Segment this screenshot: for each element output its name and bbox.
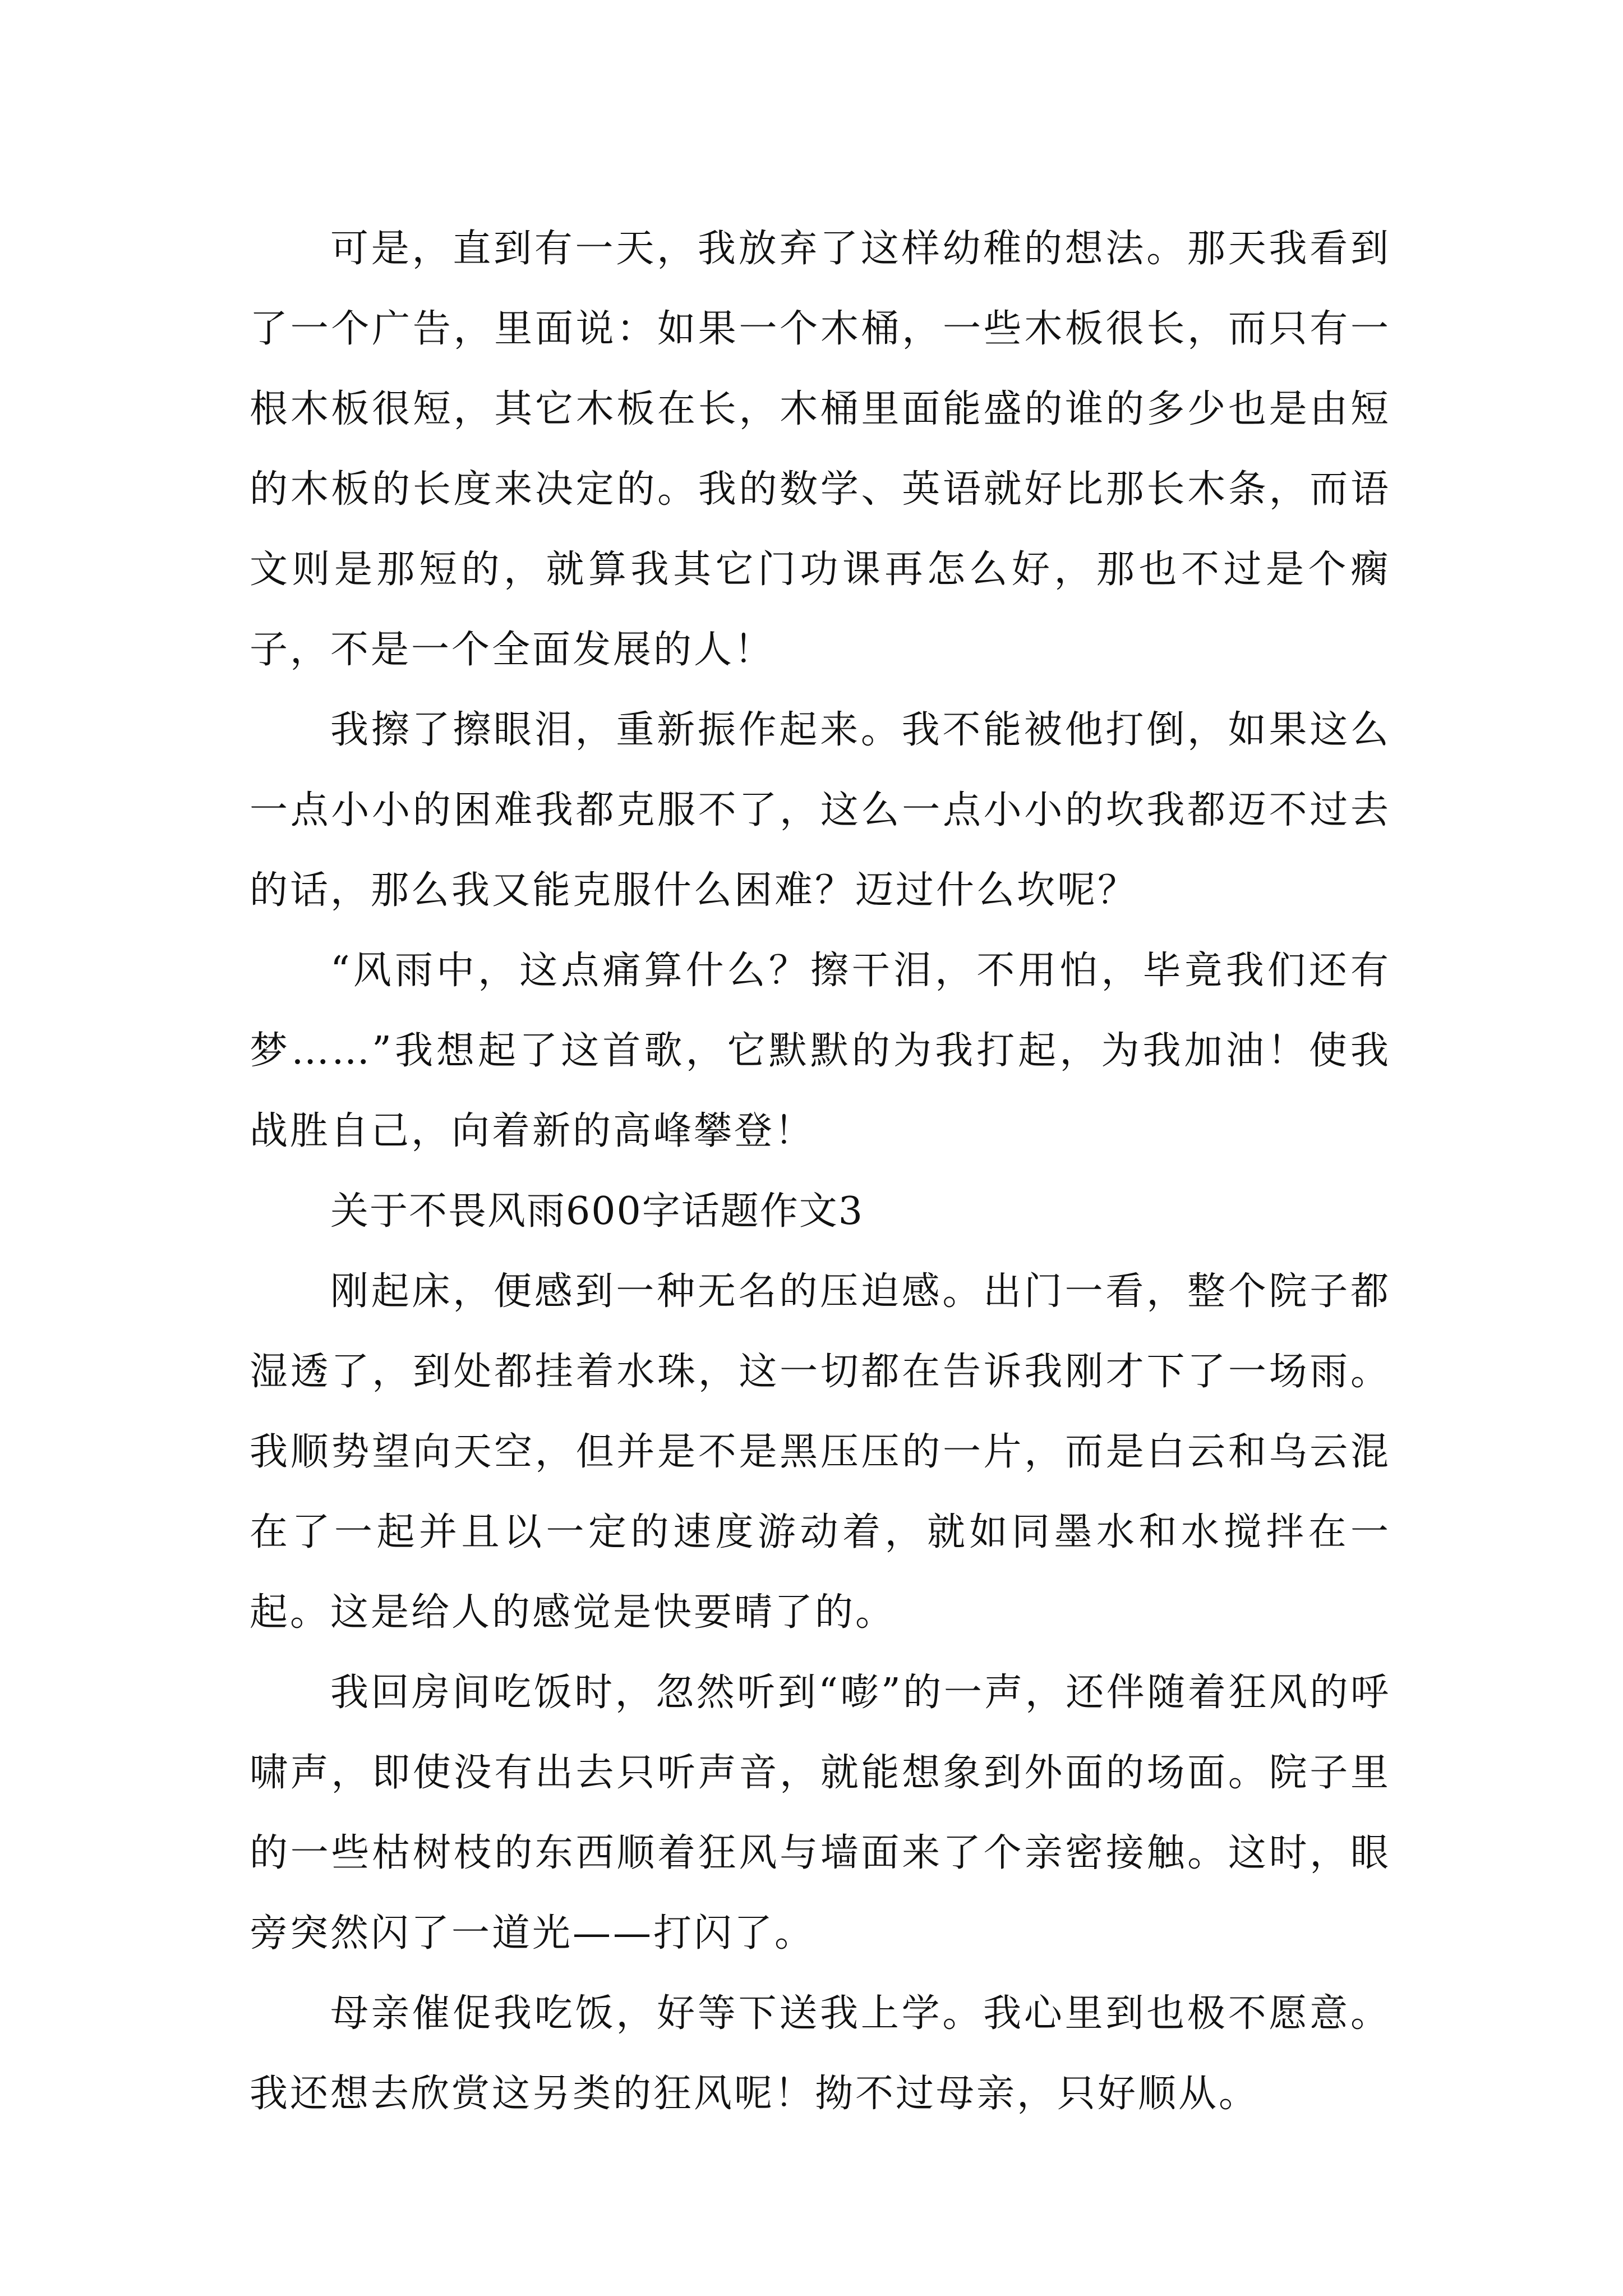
paragraph: 刚起床，便感到一种无名的压迫感。出门一看，整个院子都湿透了，到处都挂着水珠，这一切都在告诉我刚才下了一场雨。我顺势望向天空，但并是不是黑压压的一片，而是白云和乌云混在了一起并且以一定的速度游动着，就如同墨水和水搅拌在一起。这是给人的感觉是快要晴了的。 [250, 1269, 1391, 1635]
document-body [250, 209, 1391, 2134]
paragraph: 我回房间吃饭时，忽然听到“嘭”的一声，还伴随着狂风的呼啸声，即使没有出去只听声音，就能想象到外面的场面。院子里的一些枯树枝的东西顺着狂风与墙面来了个亲密接触。这时，眼旁突然闪了一道光——打闪了。 [250, 1671, 1391, 1955]
paragraph: 我擦了擦眼泪，重新振作起来。我不能被他打倒，如果这么一点小小的困难我都克服不了，这么一点小小的坎我都迈不过去的话，那么我又能克服什么困难？迈过什么坎呢？ [250, 708, 1391, 913]
paragraph: “风雨中，这点痛算什么？擦干泪，不用怕，毕竟我们还有梦……”我想起了这首歌，它默默的为我打起，为我加油！使我战胜自己，向着新的高峰攀登！ [250, 949, 1391, 1153]
paragraph: 母亲催促我吃饭，好等下送我上学。我心里到也极不愿意。我还想去欣赏这另类的狂风呢！拗不过母亲，只好顺从。 [250, 1991, 1391, 2116]
section-title: 关于不畏风雨600字话题作文3 [330, 1189, 864, 1234]
paragraph: 可是，直到有一天，我放弃了这样幼稚的想法。那天我看到了一个广告，里面说：如果一个木桶，一些木板很长，而只有一根木板很短，其它木板在长，木桶里面能盛的谁的多少也是由短的木板的长度来决定的。我的数学、英语就好比那长木条，而语文则是那短的，就算我其它门功课再怎么好，那也不过是个瘸子，不是一个全面发展的人！ [250, 227, 1391, 672]
